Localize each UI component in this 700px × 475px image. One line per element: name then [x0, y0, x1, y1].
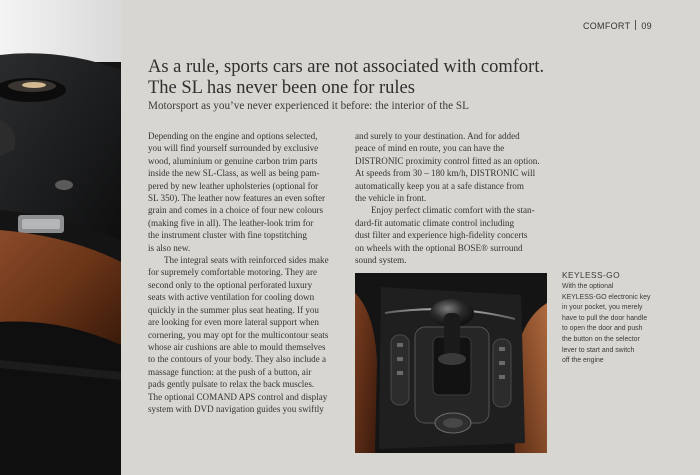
caption-line: off the engine [562, 357, 604, 365]
body-line: (making five in all). The leather-look trim for [148, 217, 314, 228]
body-line: whose air cushions are able to mould themselves [148, 341, 326, 352]
body-line: seats with active ventilation for cooling down [148, 292, 315, 303]
section-label: COMFORT [582, 21, 631, 31]
page-subhead: Motorsport as you’ve never experienced it before: the interior of the SL [148, 100, 469, 112]
body-line: the instrument cluster with fine topstitching [148, 230, 307, 241]
body-line: second only to the optional perforated luxury [148, 279, 313, 290]
running-header [583, 20, 652, 31]
body-line: grain and comes in a choice of four new colours [148, 205, 323, 216]
interior-door-photo [0, 0, 121, 475]
body-line: pads gently pulsate to relax the back muscles. [148, 379, 315, 390]
body-column-2 [355, 130, 552, 266]
caption-line: in your pocket, you merely [562, 304, 643, 312]
body-line: automatically keep you at a safe distance from [355, 180, 524, 191]
body-line: wood, aluminium or genuine carbon trim parts [148, 155, 318, 166]
headline-line-1: As a rule, sports cars are not associated with comfort. [148, 57, 545, 77]
body-line: you will find yourself surrounded by exclusive [148, 143, 319, 154]
body-line: and surely to your destination. And for added [355, 131, 520, 141]
body-line: Enjoy perfect climatic comfort with the stan- [371, 205, 535, 216]
caption-line: With the optional [562, 283, 614, 290]
page-number: 09 [641, 21, 652, 31]
caption-line: KEYLESS-GO electronic key [562, 293, 651, 301]
photo-caption [562, 270, 672, 367]
body-column-1 [148, 130, 345, 415]
body-line: pered by new leather upholsteries (optional for [148, 180, 319, 191]
body-line: Depending on the engine and options selected, [148, 131, 318, 141]
body-line: peace of mind en route, you can have the [355, 143, 505, 154]
body-line: on wheels with the optional BOSE® surround [355, 242, 523, 253]
body-line: dust filter and experience high-fidelity concerts [355, 230, 528, 241]
body-line: DISTRONIC proximity control fitted as an option. [355, 155, 540, 166]
caption-line: the button on the selector [562, 335, 640, 343]
caption-line: have to pull the door handle [562, 314, 648, 322]
page-headline [148, 57, 544, 99]
center-console-photo [355, 273, 547, 453]
headline-line-2: The SL has never been one for rules [148, 78, 415, 98]
body-line: The integral seats with reinforced sides make [164, 255, 329, 266]
caption-title: KEYLESS-GO [562, 270, 620, 280]
body-line: At speeds from 30 – 180 km/h, DISTRONIC will [355, 168, 536, 179]
body-line: sound system. [355, 255, 407, 266]
caption-text [562, 282, 672, 367]
caption-line: to open the door and push [562, 325, 643, 333]
body-line: SL 350). The leather now features an even softer [148, 193, 326, 204]
body-line: to the contours of your body. They also include a [148, 354, 327, 365]
caption-line: lever to start and switch [562, 346, 635, 354]
header-divider [635, 20, 636, 30]
body-line: system with DVD navigation guides you swiftly [148, 403, 324, 414]
body-line: are looking for even more lateral support when [148, 317, 319, 328]
body-line: is also new. [148, 242, 191, 253]
body-line: inside the new SL-Class, as well as being pam- [148, 168, 320, 179]
body-line: massage function: at the push of a button, air [148, 366, 312, 377]
body-line: dard-fit automatic climate control including [355, 217, 515, 228]
body-line: cornering, you may opt for the multicontour seats [148, 329, 329, 340]
body-line: the vehicle in front. [355, 193, 427, 204]
body-line: quickly in the summer plus seat heating. If you [148, 304, 319, 315]
body-line: The optional COMAND APS control and display [148, 391, 328, 402]
body-line: for supremely comfortable motoring. They are [148, 267, 318, 278]
